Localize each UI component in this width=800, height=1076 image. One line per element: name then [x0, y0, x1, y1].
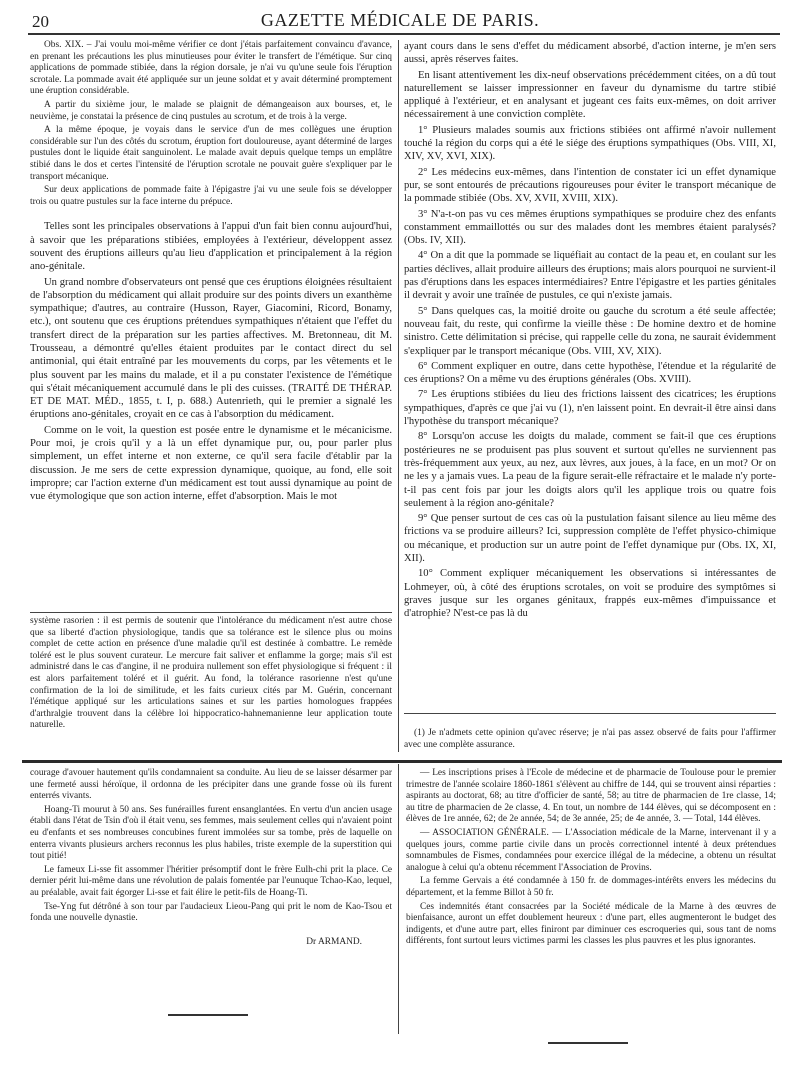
paragraph: ayant cours dans le sens d'effet du médicament absorbé, d'action interne, je m'en sers aussi, après réserves faites.: [404, 41, 776, 66]
footnote-text: système rasorien : il est permis de soutenir que l'intolérance du médicament n'est autre chose que sa liberté d'action physiologique, tandis que sa tolérance est le silence plus ou moins complet de cette action en présence d'une maladie qu'il est destinée à combattre. Le remède toléré est le plus souvent curateur. Le mercure fait saliver et enflamme la gorge; mais s'il est administré dans le cas d'angine, il ne produira nullement son effet physiologique si fréquent : il est alors parfaitement toléré et il guérit. Au fond, la tolérance rasorienne n'est qu'une confirmation de la loi de similitude, et les faits curieux cités par M. Guérin, concernant l'émétique appliqué sur les articulations saines et sur les parties homologues frappées d'arthralgie trouvent dans la célèbre loi hippocratico-hahnemanienne leur application toute naturelle.: [30, 616, 392, 731]
footnote-text: (1) Je n'admets cette opinion qu'avec réserve; je n'ai pas assez observé de faits pour l'affirmer avec une complète assurance.: [404, 728, 776, 750]
right-column: [404, 40, 776, 696]
paragraph: Sur deux applications de pommade faite à l'épigastre j'ai vu une seule fois se développer trois ou quatre pustules sur la face interne du prépuce.: [30, 185, 392, 207]
column-divider: [398, 40, 399, 752]
paragraph: courage d'avouer hautement qu'ils condamnaient sa conduite. Au lieu de se laisser désarmer par une fermeté aussi héroïque, il ordonna de les précipiter dans une grande fosse où ils furent enterrés vivants.: [30, 768, 392, 802]
list-item: 7° Les éruptions stibiées du lieu des frictions laissent des cicatrices; les éruptions sympathiques, d'après ce que j'ai vu (1), n'en laissent point. En devrait-il être ainsi dans l'hypothèse du transport mécanique?: [404, 389, 776, 428]
footnote-rule-right: [404, 713, 776, 714]
paragraph: Hoang-Ti mourut à 50 ans. Ses funérailles furent ensanglantées. En vertu d'un ancien usage établi dans l'état de Tsin d'où il était venu, ses femmes, mais seulement celles qui n'avaient point eu d'enfants et ses nombreuses concubines furent immolées sur sa tombe, près de laquelle on enterra vivants plusieurs archers reconnus les plus habiles, triste exemple de la superstition qui tout pitié!: [30, 804, 392, 862]
paragraph: A partir du sixième jour, le malade se plaignit de démangeaison aux bourses, et, le neuvième, je constatai la présence de cinq pustules au scrotum, et de trois à la verge.: [30, 99, 392, 122]
paragraph: Un grand nombre d'observateurs ont pensé que ces éruptions éloignées résultaient de l'absorption du médicament qui allait produire sur des points divers un exanthème sympathique; d'autres, au contraire (Husson, Rayer, Giacomini, Ricord, Bonamy, etc.), ont soutenu que ces éruptions prétendues sympathiques n'étaient que l'effet du transfert direct de la préparation sur les parties affectives. M. Bretonneau, dit M. Trousseau, a démontré qu'elles étaient produites par le contact direct du sel antimonial, qui était entraîné par les mouvements du corps, par les vêtements et le plus souvent par les mains du malade, et il a pu constater l'existence de l'émétique qui s'était mécaniquement accumulé dans le pli des cuisses. (TRAITÉ DE THÉRAP. ET DE MAT. MÉD., 1855, t. I, p. 688.) Autenrieth, qui le premier a signalé les éruptions ano-génitales, croyait en ce cas à l'absorption du médicament.: [30, 276, 392, 421]
list-item: 5° Dans quelques cas, la moitié droite ou gauche du scrotum a été seule affectée; nouveau fait, du reste, qui confirme la vieille thèse : De homine dextro et de homine sinistro. Cette délimitation si précise, qui rappelle celle du zona, ne saurait évidemment s'expliquer par le transport mécanique (Obs. VIII, XV, XIX).: [404, 305, 776, 357]
page-number: 20: [32, 12, 49, 31]
right-footnote: [404, 728, 776, 756]
left-column: [30, 40, 392, 612]
page-header: [0, 0, 800, 34]
paragraph: Obs. XIX. – J'ai voulu moi-même vérifier ce dont j'étais parfaitement convaincu d'avance, en prenant les précautions les plus minutieuses pour éviter le transfert de l'émétique. Sur cinq applications de pommade stibiée, dans la région dorsale, je n'ai vu qu'une seule fois l'éruption scrotale. La pommade avait été appliquée sur un jeune soldat et y avait déterminé promptement une éruption considérable.: [30, 40, 392, 97]
list-item: 6° Comment expliquer en outre, dans cette hypothèse, l'étendue et la régularité de ces éruptions? On a même vu des éruptions générales (Obs. XVIII).: [404, 360, 776, 386]
list-item: 9° Que penser surtout de ces cas où la pustulation faisant silence au lieu même des frictions va se produire ailleurs? Ici, suppression complète de l'effet physico-chimique ou mécanique, et production sur un autre point de l'effet dynamique pur (Obs. IX, XI, XII).: [404, 513, 776, 564]
end-rule-left: [168, 1014, 248, 1016]
list-item: 2° Les médecins eux-mêmes, dans l'intention de constater ici un effet dynamique pur, se sont entourés de précautions rigoureuses pour éviter le transport mécanique de la pommade stibiée (Obs. XV, XVII, XVIII, XIX).: [404, 166, 776, 205]
paragraph: Comme on le voit, la question est posée entre le dynamisme et le mécanicisme. Pour moi, je crois qu'il y a là un effet dynamique pur, ou, pour parler plus simplement, un effet interne et non externe, ce qu'il sera facile d'établir par la discussion. Je me sers de cette expression dynamique, quoique, au fond, elle soit impropre; car l'action externe d'un médicament est tout aussi dynamique au point de vue étymologique que son action interne, effet d'absorption. Mais le mot: [30, 424, 392, 503]
signature: Dr ARMAND.: [306, 936, 362, 947]
news-column: [406, 768, 776, 1028]
list-item: 4° On a dit que la pommade se liquéfiait au contact de la peau et, en coulant sur les parties déclives, allait produire ailleurs des éruptions; mais alors pourquoi ne survient-il pas d'éruptions dans les espaces intermédiaires? Entre l'épigastre et les parties génitales il devrait y avoir une traînée de pustules, ce qui n'existe jamais.: [404, 250, 776, 302]
paragraph: Telles sont les principales observations à l'appui d'un fait bien connu aujourd'hui, à savoir que les préparations stibiées, employées à l'extérieur, développent assez souvent des éruptions ailleurs qu'au lieu d'application et principalement à la région ano-génitale.: [30, 221, 392, 273]
feuilleton-rule: [22, 760, 782, 763]
paragraph: A la même époque, je voyais dans le service d'un de mes collègues une éruption considérable sur l'un des côtés du scrotum, éruption fort douloureuse, ayant déterminé de larges pustules dont le liquide était sanguinolent. Le malade avait depuis quelque temps un emplâtre stibié dans le dos et certes l'intensité de l'éruption scrotale ne pouvait guère s'expliquer par le transport mécanique.: [30, 125, 392, 182]
list-item: 10° Comment expliquer mécaniquement les observations si intéressantes de Lohmeyer, où, à côté des éruptions scrotales, on voit se produire des symptômes si graves jusque sur les organes génitaux, frappés eux-mêmes d'impuissance et d'atrophie? N'est-ce pas là du: [404, 568, 776, 620]
news-item: Ces indemnités étant consacrées par la Société médicale de la Marne à des œuvres de bienfaisance, auront un effet doublement heureux : d'une part, elles augmenteront le budget des indigents, et d'une autre part, elles finiront par diminuer ces escroqueries qui, sous tant de noms différents, font surtout leurs victimes parmi les classes les plus pauvres et les plus ignorantes.: [406, 901, 776, 947]
paragraph: Tse-Yng fut détrôné à son tour par l'audacieux Lieou-Pang qui prit le nom de Kao-Tsou et fonda une nouvelle dynastie.: [30, 901, 392, 924]
news-item: La femme Gervais a été condamnée à 150 fr. de dommages-intérêts envers les médecins du département, et la femme Billot à 50 fr.: [406, 876, 776, 898]
end-rule-right: [548, 1042, 628, 1044]
page-title: GAZETTE MÉDICALE DE PARIS.: [260, 10, 540, 30]
discussion-block: [30, 220, 392, 503]
news-item: — ASSOCIATION GÉNÉRALE. — L'Association médicale de la Marne, intervenant il y a quelques jours, comme partie civile dans un procès correctionnel intenté à deux prétendues somnambules de Fismes, condamnées pour exercice illégal de la médecine, a obtenu un résultat analogue à celui qu'a obtenu récemment l'Association de Provins.: [406, 827, 776, 873]
bottom-column-divider: [398, 764, 399, 1034]
list-item: 3° N'a-t-on pas vu ces mêmes éruptions sympathiques se produire chez des enfants constamment emmaillottés ou sur des malades dont les membres étaient paralysés? (Obs. IV, XII).: [404, 208, 776, 247]
list-item: 1° Plusieurs malades soumis aux frictions stibiées ont affirmé n'avoir nullement touché la région du corps qui a été le siége des éruptions sympathiques (Obs. VIII, XI, XIV, XV, XVI, XIX).: [404, 124, 776, 163]
paragraph: En lisant attentivement les dix-neuf observations précédemment citées, on a dû tout naturellement se laisser impressionner en faveur du dynamisme du tartre stibié appliqué à l'extérieur, et en analysant et jugeant ces faits eux-mêmes, on doit arriver nécessairement à une conviction complète.: [404, 69, 776, 121]
header-rule: [28, 33, 780, 35]
footnote-rule-left: [30, 612, 392, 613]
paragraph: Le fameux Li-sse fit assommer l'héritier présomptif dont le frère Eulh-chi prit la place. Ce dernier périt lui-même dans une révolution de palais fomentée par l'eunuque Tchao-Kao, lequel, au préalable, avait fait égorger Li-sse et fait élire le petit-fils de Hoang-Ti.: [30, 864, 392, 898]
left-footnote: [30, 616, 392, 752]
feuilleton-column: [30, 768, 392, 1008]
news-item: — Les inscriptions prises à l'Ecole de médecine et de pharmacie de Toulouse pour le premier trimestre de l'année scolaire 1860-1861 s'élèvent au chiffre de 144, qui se trouvent ainsi réparties : aspirants au doctorat, 68; au titre d'officier de santé, 58; au titre de pharmacien de 1re classe, 14; au titre de pharmacien de 2e classe, 4. En tout, un nombre de 144 élèves, qui se décomposent en : élèves de 1re année, 62; de 2e année, 54; de 3e année, 25; de 4e année, 3. — Total, 144 élèves.: [406, 768, 776, 825]
observation-xix-block: [30, 40, 392, 208]
list-item: 8° Lorsqu'on accuse les doigts du malade, comment se fait-il que ces éruptions postérieures ne se produisent pas plus souvent et surtout qu'elles ne surviennent pas très-fréquemment aux yeux, au nez, aux lèvres, aux joues, à la face, en un mot? Or on ne les y a jamais vues. La peau de la figure serait-elle réfractaire et le malade n'y porte-t-il pas cent fois par jour les doigts alors qu'il les applique trois ou quatre fois seulement à la région ano-génitale?: [404, 431, 776, 509]
